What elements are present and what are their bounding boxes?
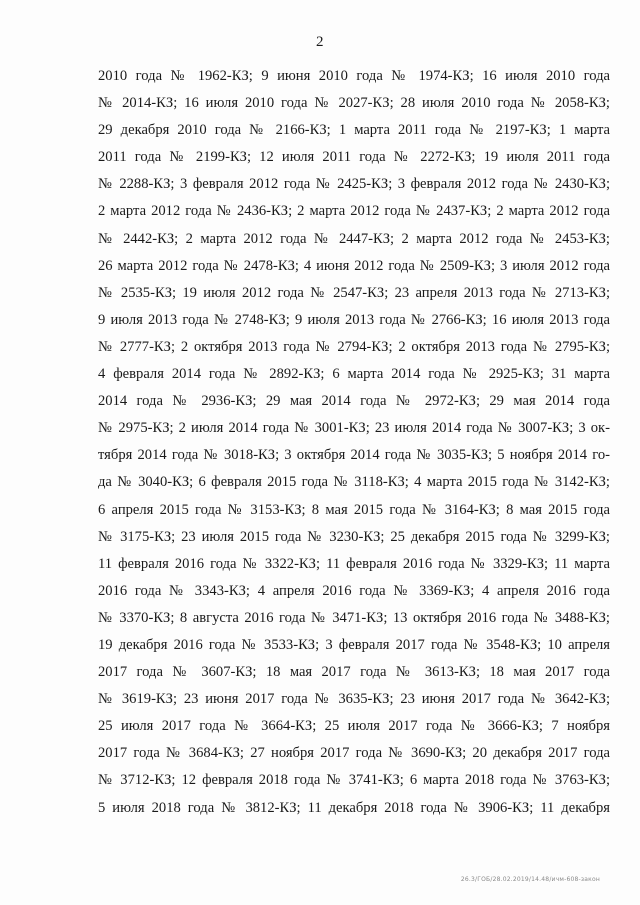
text-line: 11 февраля 2016 года № 3322-КЗ; 11 февраля 2016 года № 3329-КЗ; 11 марта — [98, 555, 610, 572]
text-line: 4 февраля 2014 года № 2892-КЗ; 6 марта 2014 года № 2925-КЗ; 31 марта — [98, 366, 610, 383]
text-line: да № 3040-КЗ; 6 февраля 2015 года № 3118-КЗ; 4 марта 2015 года № 3142-КЗ; — [98, 474, 610, 491]
text-line: № 2014-КЗ; 16 июля 2010 года № 2027-КЗ; 28 июля 2010 года № 2058-КЗ; — [98, 95, 610, 112]
text-line: 2017 года № 3607-КЗ; 18 мая 2017 года № 3613-КЗ; 18 мая 2017 года — [98, 664, 610, 681]
text-line: № 2975-КЗ; 2 июля 2014 года № 3001-КЗ; 23 июля 2014 года № 3007-КЗ; 3 ок- — [98, 420, 610, 437]
text-line: № 3175-КЗ; 23 июля 2015 года № 3230-КЗ; 25 декабря 2015 года № 3299-КЗ; — [98, 528, 610, 545]
page-number: 2 — [316, 34, 324, 50]
text-line: 2010 года № 1962-КЗ; 9 июня 2010 года № 1974-КЗ; 16 июля 2010 года — [98, 68, 610, 84]
text-line: № 2535-КЗ; 19 июля 2012 года № 2547-КЗ; 23 апреля 2013 года № 2713-КЗ; — [98, 284, 610, 301]
text-line: 2016 года № 3343-КЗ; 4 апреля 2016 года № 3369-КЗ; 4 апреля 2016 года — [98, 582, 610, 599]
text-line: 19 декабря 2016 года № 3533-КЗ; 3 февраля 2017 года № 3548-КЗ; 10 апреля — [98, 636, 610, 653]
text-line: № 3619-КЗ; 23 июня 2017 года № 3635-КЗ; 23 июня 2017 года № 3642-КЗ; — [98, 691, 610, 708]
text-line: 9 июля 2013 года № 2748-КЗ; 9 июля 2013 года № 2766-КЗ; 16 июля 2013 года — [98, 311, 610, 328]
text-line: тября 2014 года № 3018-КЗ; 3 октября 2014 года № 3035-КЗ; 5 ноября 2014 го- — [98, 447, 610, 464]
footer-stamp: 26.3/ГОБ/28.02.2019/14.48/ичм-608-закон — [460, 876, 600, 883]
text-line: 2017 года № 3684-КЗ; 27 ноября 2017 года № 3690-КЗ; 20 декабря 2017 года — [98, 745, 610, 762]
text-line: 26 марта 2012 года № 2478-КЗ; 4 июня 2012 года № 2509-КЗ; 3 июля 2012 года — [98, 257, 610, 274]
text-line: 2014 года № 2936-КЗ; 29 мая 2014 года № 2972-КЗ; 29 мая 2014 года — [98, 393, 610, 410]
text-line: 5 июля 2018 года № 3812-КЗ; 11 декабря 2018 года № 3906-КЗ; 11 декабря — [98, 799, 610, 816]
document-body — [98, 63, 610, 822]
text-line: 29 декабря 2010 года № 2166-КЗ; 1 марта 2011 года № 2197-КЗ; 1 марта — [98, 122, 610, 139]
text-line: № 3712-КЗ; 12 февраля 2018 года № 3741-КЗ; 6 марта 2018 года № 3763-КЗ; — [98, 772, 610, 789]
text-line: 25 июля 2017 года № 3664-КЗ; 25 июля 2017 года № 3666-КЗ; 7 ноября — [98, 718, 610, 735]
text-line: 2011 года № 2199-КЗ; 12 июля 2011 года № 2272-КЗ; 19 июля 2011 года — [98, 149, 610, 166]
text-line: № 2442-КЗ; 2 марта 2012 года № 2447-КЗ; 2 марта 2012 года № 2453-КЗ; — [98, 230, 610, 247]
text-line: 2 марта 2012 года № 2436-КЗ; 2 марта 2012 года № 2437-КЗ; 2 марта 2012 года — [98, 203, 610, 220]
text-line: 6 апреля 2015 года № 3153-КЗ; 8 мая 2015 года № 3164-КЗ; 8 мая 2015 года — [98, 501, 610, 518]
text-line: № 2288-КЗ; 3 февраля 2012 года № 2425-КЗ; 3 февраля 2012 года № 2430-КЗ; — [98, 176, 610, 193]
text-line: № 2777-КЗ; 2 октября 2013 года № 2794-КЗ; 2 октября 2013 года № 2795-КЗ; — [98, 338, 610, 355]
text-line: № 3370-КЗ; 8 августа 2016 года № 3471-КЗ; 13 октября 2016 года № 3488-КЗ; — [98, 609, 610, 626]
